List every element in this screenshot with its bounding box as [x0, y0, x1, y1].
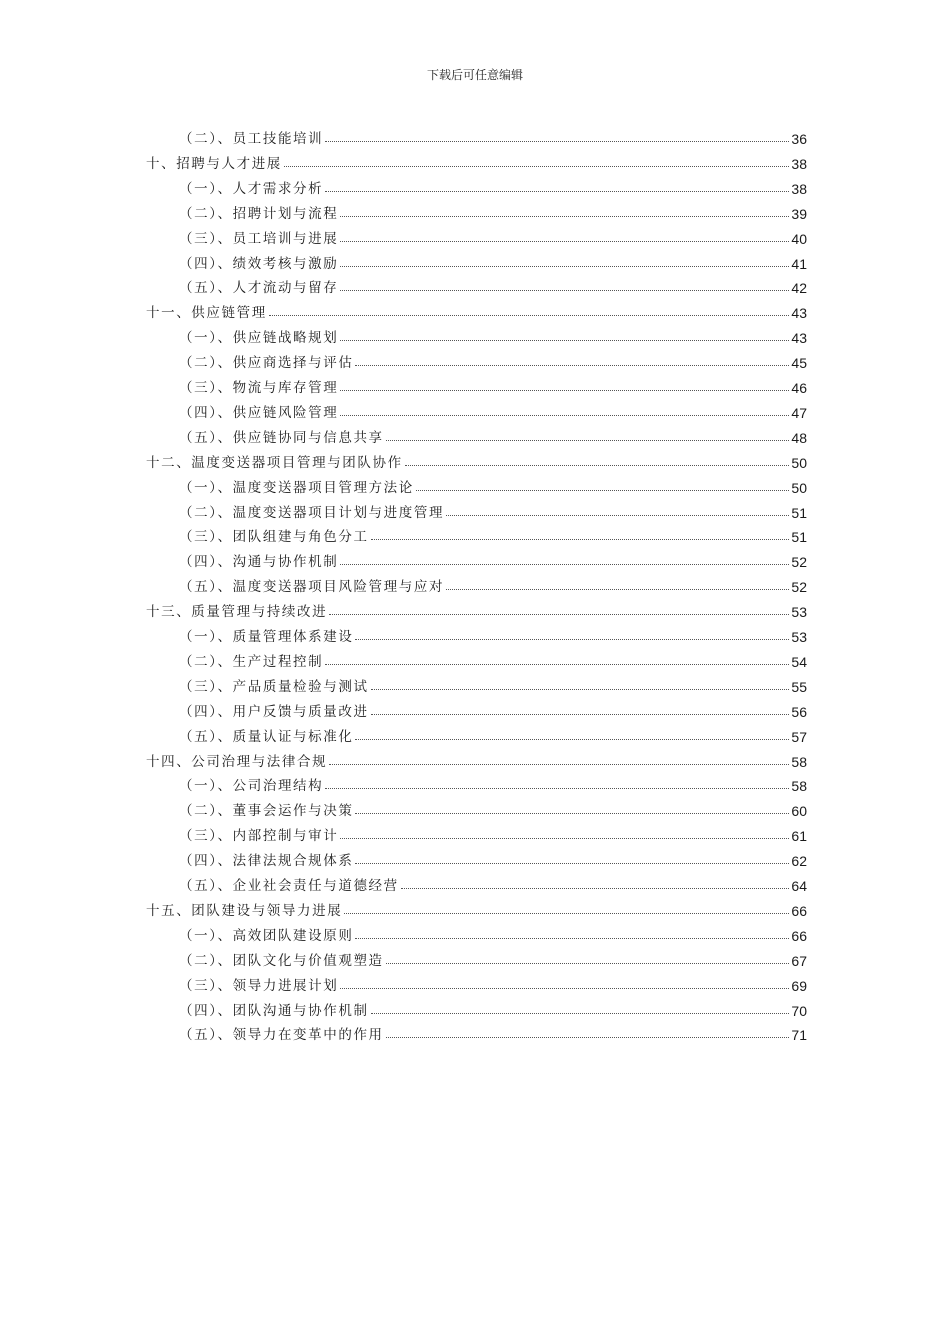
toc-entry-title: （三）、内部控制与审计	[179, 828, 339, 845]
toc-entry[interactable]	[179, 1021, 807, 1043]
toc-entry-page-number: 60	[791, 803, 807, 820]
toc-entry[interactable]	[179, 523, 807, 545]
toc-dot-leader	[371, 1013, 790, 1014]
toc-dot-leader	[340, 988, 789, 989]
toc-entry-title: （四）、沟通与协作机制	[179, 554, 339, 571]
toc-entry-title: （二）、团队文化与价值观塑造	[179, 952, 384, 969]
toc-entry[interactable]	[146, 897, 807, 919]
toc-entry-title: （三）、领导力进展计划	[179, 977, 339, 994]
toc-entry-page-number: 70	[791, 1002, 807, 1019]
toc-entry-title: （四）、团队沟通与协作机制	[179, 1002, 369, 1019]
toc-dot-leader	[355, 639, 789, 640]
toc-entry[interactable]	[179, 374, 807, 396]
toc-entry[interactable]	[179, 698, 807, 720]
toc-dot-leader	[329, 764, 789, 765]
toc-entry[interactable]	[179, 947, 807, 969]
toc-entry-page-number: 42	[791, 280, 807, 297]
toc-entry-page-number: 52	[791, 554, 807, 571]
toc-entry-title: （一）、供应链战略规划	[179, 330, 339, 347]
toc-entry-page-number: 43	[791, 330, 807, 347]
toc-entry-title: 十四、公司治理与法律合规	[146, 753, 328, 770]
toc-entry-page-number: 46	[791, 380, 807, 396]
toc-entry-page-number: 67	[791, 952, 807, 969]
toc-dot-leader	[284, 166, 790, 167]
toc-entry-title: （四）、绩效考核与激励	[179, 255, 339, 272]
page-header: 下载后可任意编辑	[426, 68, 523, 82]
toc-entry[interactable]	[179, 548, 807, 570]
toc-entry-title: （三）、产品质量检验与测试	[179, 678, 369, 695]
toc-entry-title: （五）、企业社会责任与道德经营	[179, 878, 399, 894]
toc-dot-leader	[386, 963, 790, 964]
toc-entry-title: （四）、法律法规合规体系	[179, 853, 354, 870]
toc-entry[interactable]	[179, 922, 807, 944]
toc-entry[interactable]	[179, 822, 807, 844]
toc-entry-title: 十五、团队建设与领导力进展	[146, 902, 343, 919]
toc-entry-page-number: 69	[791, 977, 807, 994]
toc-dot-leader	[405, 465, 790, 466]
toc-dot-leader	[355, 863, 789, 864]
toc-entry[interactable]	[179, 200, 807, 222]
toc-entry[interactable]	[146, 598, 807, 620]
toc-entry[interactable]	[179, 573, 807, 595]
toc-dot-leader	[446, 589, 789, 590]
toc-dot-leader	[340, 266, 789, 267]
toc-entry[interactable]	[179, 499, 807, 521]
toc-entry-title: （一）、公司治理结构	[179, 778, 324, 795]
toc-dot-leader	[340, 290, 789, 291]
toc-entry-title: （一）、人才需求分析	[179, 180, 324, 197]
toc-entry[interactable]	[179, 623, 807, 645]
toc-entry-page-number: 64	[791, 878, 807, 894]
toc-entry-page-number: 61	[791, 828, 807, 845]
toc-entry-title: （四）、用户反馈与质量改进	[179, 703, 369, 720]
toc-entry-page-number: 43	[791, 305, 807, 322]
toc-entry-page-number: 41	[791, 255, 807, 272]
toc-entry[interactable]	[179, 997, 807, 1019]
toc-dot-leader	[386, 1037, 790, 1038]
toc-entry[interactable]	[146, 299, 807, 321]
toc-dot-leader	[340, 216, 789, 217]
toc-entry[interactable]	[179, 723, 807, 745]
toc-entry-page-number: 51	[791, 529, 807, 546]
toc-entry[interactable]	[179, 847, 807, 869]
toc-entry-title: 十一、供应链管理	[146, 305, 267, 322]
toc-entry-title: （二）、供应商选择与评估	[179, 355, 354, 372]
toc-entry-page-number: 45	[791, 355, 807, 372]
toc-dot-leader	[355, 813, 789, 814]
toc-entry-title: （一）、高效团队建设原则	[179, 927, 354, 944]
toc-entry-page-number: 53	[791, 629, 807, 645]
toc-dot-leader	[416, 490, 790, 491]
toc-entry-page-number: 50	[791, 454, 807, 471]
toc-entry[interactable]	[179, 797, 807, 819]
toc-dot-leader	[355, 938, 789, 939]
toc-entry-title: （五）、领导力在变革中的作用	[179, 1027, 384, 1044]
toc-entry-page-number: 62	[791, 853, 807, 870]
toc-entry-page-number: 50	[791, 479, 807, 496]
toc-entry[interactable]	[179, 424, 807, 446]
toc-entry-title: （五）、质量认证与标准化	[179, 728, 354, 745]
toc-entry-page-number: 51	[791, 504, 807, 521]
toc-dot-leader	[325, 191, 789, 192]
toc-entry-page-number: 38	[791, 180, 807, 197]
toc-dot-leader	[401, 888, 790, 889]
toc-entry-title: （二）、生产过程控制	[179, 653, 324, 670]
toc-entry-page-number: 48	[791, 429, 807, 446]
toc-entry-title: （四）、供应链风险管理	[179, 404, 339, 421]
toc-dot-leader	[355, 365, 789, 366]
toc-entry-title: （一）、质量管理体系建设	[179, 629, 354, 645]
toc-entry-title: （二）、温度变送器项目计划与进度管理	[179, 504, 445, 521]
toc-entry[interactable]	[179, 872, 807, 894]
toc-entry[interactable]	[179, 324, 807, 346]
toc-entry-page-number: 40	[791, 230, 807, 247]
toc-dot-leader	[371, 714, 790, 715]
toc-entry-page-number: 58	[791, 753, 807, 770]
toc-entry[interactable]	[179, 225, 807, 247]
toc-entry-title: （二）、员工技能培训	[179, 131, 324, 147]
toc-entry[interactable]	[179, 972, 807, 994]
toc-dot-leader	[371, 539, 790, 540]
toc-entry-title: （三）、团队组建与角色分工	[179, 529, 369, 546]
toc-entry-title: （五）、温度变送器项目风险管理与应对	[179, 579, 445, 596]
toc-entry-page-number: 55	[791, 678, 807, 695]
toc-entry-title: （五）、人才流动与留存	[179, 280, 339, 297]
toc-entry-title: （一）、温度变送器项目管理方法论	[179, 479, 414, 496]
toc-entry[interactable]	[146, 449, 807, 471]
toc-dot-leader	[446, 515, 789, 516]
toc-dot-leader	[340, 564, 789, 565]
toc-dot-leader	[329, 614, 789, 615]
toc-entry-page-number: 54	[791, 653, 807, 670]
toc-dot-leader	[340, 390, 789, 391]
toc-entry[interactable]	[179, 250, 807, 272]
toc-entry[interactable]	[179, 772, 807, 794]
toc-dot-leader	[355, 739, 789, 740]
toc-entry-page-number: 53	[791, 604, 807, 621]
toc-dot-leader	[325, 788, 789, 789]
toc-entry-page-number: 58	[791, 778, 807, 795]
toc-entry[interactable]	[179, 648, 807, 670]
toc-entry[interactable]	[146, 748, 807, 770]
toc-dot-leader	[371, 689, 790, 690]
toc-entry-title: （二）、招聘计划与流程	[179, 205, 339, 222]
toc-dot-leader	[386, 440, 790, 441]
toc-entry-page-number: 52	[791, 579, 807, 596]
toc-entry[interactable]	[179, 274, 807, 296]
toc-dot-leader	[340, 241, 789, 242]
toc-entry[interactable]	[146, 150, 807, 172]
toc-entry-title: （二）、董事会运作与决策	[179, 803, 354, 820]
toc-dot-leader	[344, 913, 789, 914]
toc-entry[interactable]	[179, 673, 807, 695]
toc-dot-leader	[340, 838, 789, 839]
toc-entry-title: （五）、供应链协同与信息共享	[179, 429, 384, 446]
toc-entry-page-number: 47	[791, 404, 807, 421]
toc-entry-page-number: 71	[791, 1027, 807, 1044]
toc-dot-leader	[269, 315, 790, 316]
toc-entry-page-number: 66	[791, 902, 807, 919]
toc-entry-title: 十三、质量管理与持续改进	[146, 604, 328, 621]
toc-entry[interactable]	[179, 474, 807, 496]
toc-entry-title: （三）、物流与库存管理	[179, 380, 339, 396]
toc-dot-leader	[340, 340, 789, 341]
toc-entry-page-number: 38	[791, 155, 807, 172]
toc-entry-page-number: 39	[791, 205, 807, 222]
toc-entry[interactable]	[179, 175, 807, 197]
toc-entry-page-number: 66	[791, 927, 807, 944]
toc-entry-title: 十二、温度变送器项目管理与团队协作	[146, 454, 403, 471]
toc-entry-page-number: 56	[791, 703, 807, 720]
toc-entry-title: 十、招聘与人才进展	[146, 155, 282, 172]
toc-dot-leader	[340, 415, 789, 416]
toc-entry-title: （三）、员工培训与进展	[179, 230, 339, 247]
toc-entry[interactable]	[179, 125, 807, 147]
toc-entry[interactable]	[179, 399, 807, 421]
toc-entry-page-number: 36	[791, 131, 807, 147]
toc-dot-leader	[325, 141, 789, 142]
toc-dot-leader	[325, 664, 789, 665]
toc-entry-page-number: 57	[791, 728, 807, 745]
toc-entry[interactable]	[179, 349, 807, 371]
